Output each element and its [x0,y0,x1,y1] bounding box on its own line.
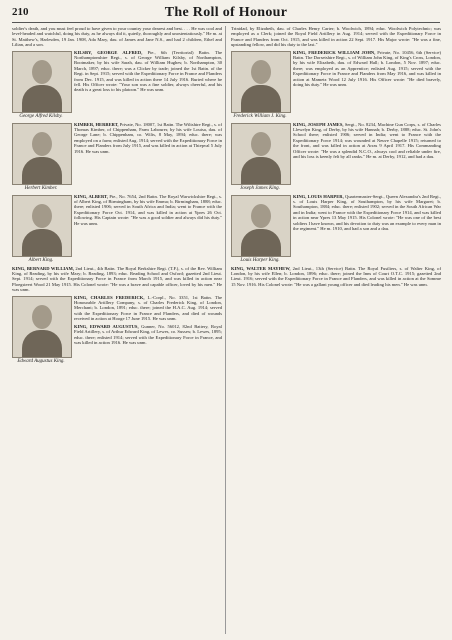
entry-kilsby: KILSBY, GEORGE ALFRED, Pte., 6th (Territorial) Battn. The Northamptonshire Regt., s. of George William Kilsby, of Northampton, Bootmaker, by his wife Sarah, dau. of William Hughes; b. Northampton, 30 March, 1897; educ. there; was a Clicker by trade; joined the 1st Battn. of the Regt. in Sept. 1915; served with the Expeditionary Force in France and Flanders from Dec. 1915, and was killed in action there 14 July 1916. Buried where he fell. His Officer wrote: "Your son was a fine soldier, always cheerful, and his death is a great loss to his platoon." He was unm. [74,49,222,93]
portrait-photo [231,195,291,257]
entry-king-bernard: KING, BERNARD WILLIAM, 2nd Lieut., 4th Battn. The Royal Berkshire Regt. (T.F.), s. of the Rev. William King, of Reading, by his wife Mary; b. Reading, 1893; educ. Reading School and Oxford; gazetted 2nd Lieut. Sept. 1914; served with the Expeditionary Force in France from March 1915, and was killed in action near Ploegsteert Wood 21 May 1915. His Colonel wrote: "He was a brave and capable officer, loved by his men." He was unm. [12,265,222,293]
entry-king-albert: KING, ALBERT, Pte., No. 7654, 2nd Battn. The Royal Warwickshire Regt., s. of Albert King, of Birmingham, by his wife Emma; b. Birmingham, 1888; educ. there; enlisted 1906; served in South Africa and India; went to France with the Expeditionary Force Oct. 1914, and was killed in action at Ypres 26 Oct. following. His Captain wrote: "He was a good soldier and always did his duty." He was unm. [74,193,222,226]
entry-king-edward: KING, EDWARD AUGUSTUS, Gunner, No. 56012, 82nd Battery, Royal Field Artillery, s. of Arthur Edward King, of Lewes, co. Sussex; b. Lewes, 1895; educ. there; enlisted 1914; served with the Expeditionary Force in France, and was killed in action 1916. He was unm. [74,323,222,345]
portrait-albert-king [12,195,70,264]
page-number: 210 [12,6,29,18]
entry-intro-right: Trinidad, by Elizabeth, dau. of Charles Henry Carter; b. Woolwich, 1894; educ. Woolwich Polytechnic; was employed as a Clerk; joined the Royal Field Artillery in Aug. 1914; served with the Expeditionary Force in France and Flanders from Oct. 1915, and was killed in action 22 Sept. 1917. His Major wrote: "He was a fine, upstanding fellow, and did his duty to the last." [231,26,441,48]
left-column [12,26,222,636]
column-divider [225,26,226,634]
entry-king-charles: KING, CHARLES FREDERICK, L.-Corpl., No. 3351, 1st Battn. The Honourable Artillery Company, s. of Charles Frederick King, of London, Merchant; b. London, 1891; educ. there; joined the H.A.C. Aug. 1914; served with the Expeditionary Force in France and Flanders, and died of wounds received in action at Hooge 17 June 1915. He was unm. [74,294,222,322]
portrait-caption: George Alfred Kilsby. [19,113,63,119]
portrait-photo [12,51,72,113]
page-header [12,6,440,23]
portrait-caption: Frederick William J. King. [233,113,287,119]
portrait-caption: Joseph James King. [240,185,280,191]
entry-king-joseph: KING, JOSEPH JAMES, Sergt., No. 8234, Machine Gun Corps, s. of Charles Llewelyn King, of Derby, by his wife Hannah; b. Derby, 1888; educ. St. John's School there; enlisted 1906; served in India; went to France with the Expeditionary Force 1914; was wounded at Neuve Chapelle 1915; returned to the front, and was killed in action at Arras 9 April 1917. His Commanding Officer wrote: "He was a splendid N.C.O., always cool and reliable under fire, and his loss is keenly felt by all ranks." He m. at Derby, 1912, and had a dau. [293,121,441,160]
portrait-caption: Louis Harper King. [240,257,280,263]
portrait-louis-king [231,195,289,264]
entry-king-walter: KING, WALTER MAYHEW, 2nd Lieut., 13th (Service) Battn. The Royal Fusiliers, s. of Walter King, of London, by his wife Ellen; b. London, 1896; educ. there; joined the Inns of Court O.T.C. 1915; gazetted 2nd Lieut. 1916; served with the Expeditionary Force in France and Flanders, and was killed in action at the Somme 15 Nov. 1916. His Colonel wrote: "He was a gallant young officer and died leading his men." He was unm. [231,265,441,287]
portrait-caption: Edward Augustus King. [17,358,65,364]
portrait-photo [12,296,72,358]
portrait-caption: Herbert Kimber. [24,185,58,191]
portrait-caption: Albert King. [28,257,54,263]
portrait-photo [12,123,72,185]
entry-intro: soldier's death, and you must feel proud to have given to your country your dearest and best. . . . He was cool and level-headed and watchful, doing his duty, as he always did it, quietly, thoroughly and unostentatiously." He m. at St. Matthew's, Harlesden, 19 Jan. 1908, Ada Mary, dau. of James and Jane N.S., and had 2 children, Ethel and Lilian, and a son. [12,26,222,48]
entry-kimber: KIMBER, HERBERT, Private, No. 18007, 1st Battn. The Wiltshire Regt., s. of Thomas Kimber, of Chippenham, Farm Labourer, by his wife Louisa, dau. of George Lane; b. Chippenham, co. Wilts, 8 May, 1894; educ. there; was employed on a farm; enlisted Aug. 1914; served with the Expeditionary Force in France and Flanders from July 1915, and was killed in action at Thiepval 5 July 1916. He was unm. [74,121,222,154]
right-column [231,26,441,636]
page-title: The Roll of Honour [164,5,288,20]
portrait-edward-king [12,296,70,365]
portrait-kimber [12,123,70,192]
entry-king-louis: KING, LOUIS HARPER, Quartermaster-Sergt., Queen Alexandra's 2nd Regt., s. of Louis Harper King, of Southampton, by his wife Margaret; b. Southampton, 1884; educ. there; enlisted 1902; served in the South African War and in India; went to France with the Expeditionary Force 1914, and was killed in action near Ypres 13 May 1915. His Colonel wrote: "He was one of the best soldiers I have known, and his devotion to duty was an example to every man in the regiment." He m. 1910, and had a son and a dau. [293,193,441,232]
portrait-joseph-king [231,123,289,192]
portrait-photo [231,123,291,185]
portrait-photo [12,195,72,257]
portrait-photo [231,51,291,113]
portrait-kilsby [12,51,70,120]
entry-king-frederick: KING, FREDERICK WILLIAM JOHN, Private, No. 10456, 6th (Service) Battn. The Dorsetshire Regt., s. of William John King, of King's Cross, London, by his wife Elizabeth, dau. of Edward Hall; b. London, 5 Nov. 1897; educ. there; was employed as an Apprentice; enlisted Aug. 1915; served with the Expeditionary Force in France and Flanders from May 1916, and was killed in action at Mametz Wood 12 July 1916. His Officer wrote: "He died bravely, doing his duty." He was unm. [293,49,441,88]
portrait-frederick-king [231,51,289,120]
